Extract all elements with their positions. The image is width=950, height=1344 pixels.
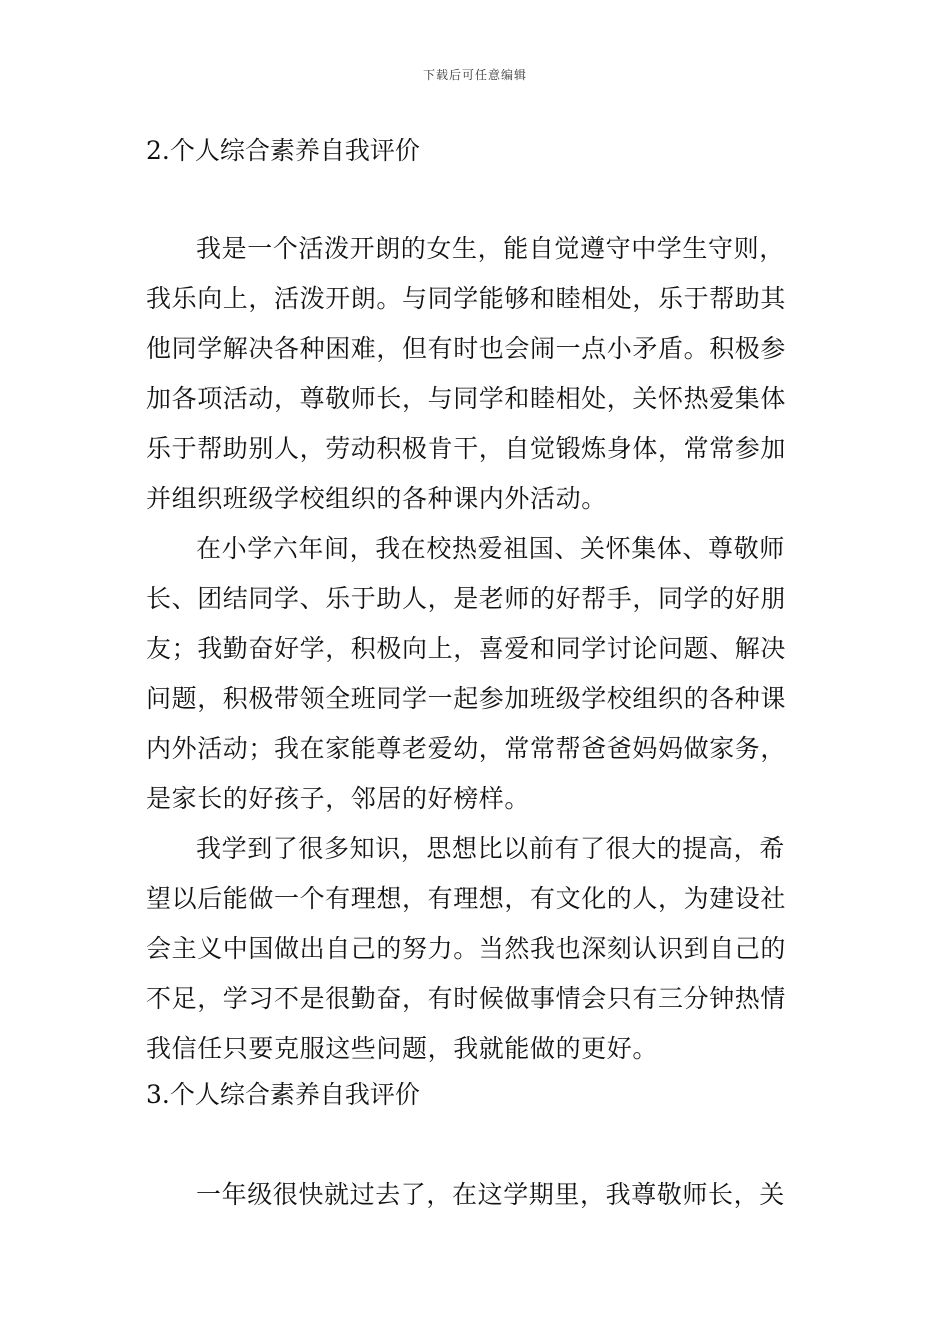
paragraph-line: 是家长的好孩子，邻居的好榜样。 xyxy=(146,784,531,813)
paragraph-line: 会主义中国做出自己的努力。当然我也深刻认识到自己的 xyxy=(146,934,787,963)
paragraph-line: 在小学六年间，我在校热爱祖国、关怀集体、尊敬师 xyxy=(196,534,785,563)
paragraph-line: 我是一个活泼开朗的女生，能自觉遵守中学生守则， xyxy=(196,234,785,263)
paragraph-line: 我信任只要克服这些问题，我就能做的更好。 xyxy=(146,1034,659,1063)
paragraph-line: 不足，学习不是很勤奋，有时候做事情会只有三分钟热情 xyxy=(146,984,787,1013)
paragraph-line: 内外活动；我在家能尊老爱幼，常常帮爸爸妈妈做家务， xyxy=(146,734,787,763)
paragraph-line: 一年级很快就过去了，在这学期里，我尊敬师长，关 xyxy=(196,1180,785,1209)
paragraph-line: 我学到了很多知识，思想比以前有了很大的提高，希 xyxy=(196,834,785,863)
section-2-heading: 2.个人综合素养自我评价 xyxy=(146,136,420,165)
paragraph-line: 并组织班级学校组织的各种课内外活动。 xyxy=(146,484,607,513)
paragraph-line: 问题，积极带领全班同学一起参加班级学校组织的各种课 xyxy=(146,684,787,713)
paragraph-line: 加各项活动，尊敬师长，与同学和睦相处，关怀热爱集体 xyxy=(146,384,787,413)
header-note: 下载后可任意编辑 xyxy=(422,68,527,82)
paragraph-line: 长、团结同学、乐于助人，是老师的好帮手，同学的好朋 xyxy=(146,584,787,613)
paragraph-line: 乐于帮助别人，劳动积极肯干，自觉锻炼身体，常常参加 xyxy=(146,434,787,463)
section-3-heading: 3.个人综合素养自我评价 xyxy=(146,1080,420,1109)
paragraph-line: 他同学解决各种困难，但有时也会闹一点小矛盾。积极参 xyxy=(146,334,787,363)
paragraph-line: 望以后能做一个有理想，有理想，有文化的人，为建设社 xyxy=(146,884,787,913)
paragraph-line: 友；我勤奋好学，积极向上，喜爱和同学讨论问题、解决 xyxy=(146,634,787,663)
paragraph-line: 我乐向上，活泼开朗。与同学能够和睦相处，乐于帮助其 xyxy=(146,284,787,313)
